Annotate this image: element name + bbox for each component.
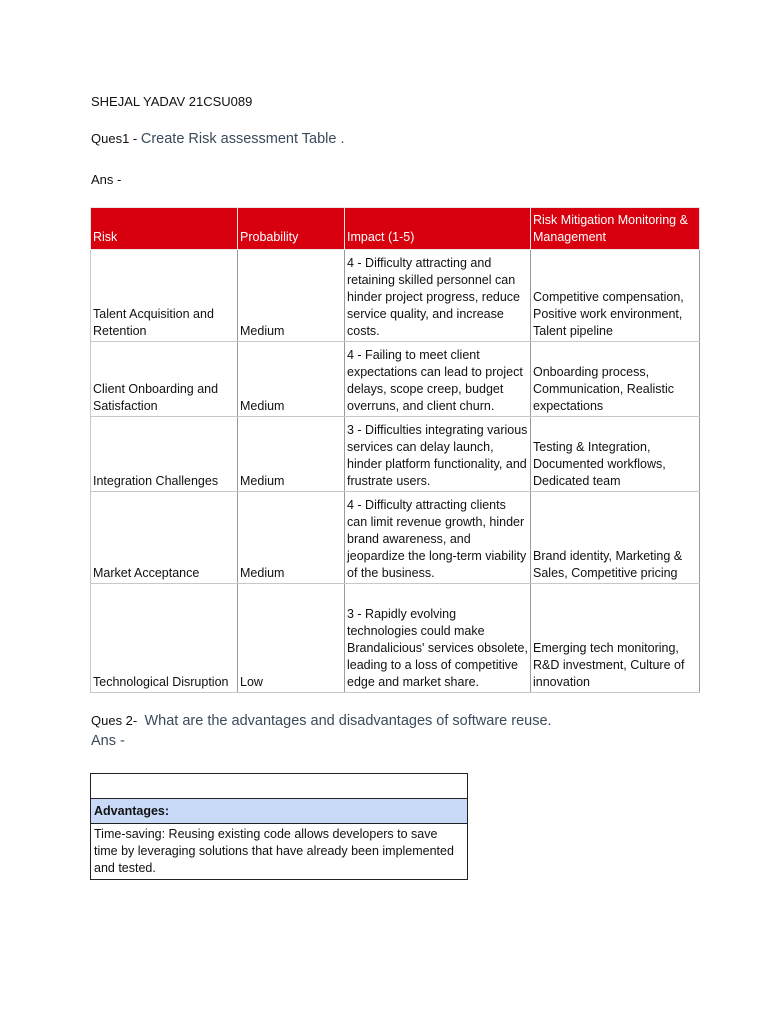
risk-cell: Market Acceptance xyxy=(91,492,238,584)
mitigation-cell: Emerging tech monitoring, R&D investment, Culture of innovation xyxy=(531,584,700,693)
header-impact: Impact (1-5) xyxy=(345,208,531,250)
risk-table-header-row xyxy=(91,208,700,250)
impact-cell: 4 - Difficulty attracting and retaining skilled personnel can hinder project progress, reduce service quality, and increase costs. xyxy=(345,250,531,342)
header-probability: Probability xyxy=(238,208,345,250)
impact-cell: 4 - Difficulty attracting clients can limit revenue growth, hinder brand awareness, and jeopardize the long-term viability of the business. xyxy=(345,492,531,584)
impact-cell: 3 - Rapidly evolving technologies could make Brandalicious' services obsolete, leading to a loss of competitive edge and market share. xyxy=(345,584,531,693)
probability-cell: Low xyxy=(238,584,345,693)
risk-cell: Technological Disruption xyxy=(91,584,238,693)
probability-cell: Medium xyxy=(238,250,345,342)
advantages-table xyxy=(90,773,468,880)
question-2-text: What are the advantages and disadvantages of software reuse. xyxy=(144,713,552,729)
mitigation-cell: Testing & Integration, Documented workflows, Dedicated team xyxy=(531,417,700,492)
impact-cell: 4 - Failing to meet client expectations can lead to project delays, scope creep, budget overruns, and client churn. xyxy=(345,342,531,417)
risk-cell: Talent Acquisition and Retention xyxy=(91,250,238,342)
risk-assessment-table xyxy=(90,207,700,693)
table-row xyxy=(91,824,468,880)
mitigation-cell: Onboarding process, Communication, Realistic expectations xyxy=(531,342,700,417)
probability-cell: Medium xyxy=(238,492,345,584)
question-2-label: Ques 2- xyxy=(91,713,138,728)
advantages-header: Advantages: xyxy=(91,799,468,824)
header-mitigation: Risk Mitigation Monitoring & Management xyxy=(531,208,700,250)
question-1-label: Ques1 - xyxy=(91,131,141,146)
advantages-header-row xyxy=(91,799,468,824)
probability-cell: Medium xyxy=(238,342,345,417)
table-row xyxy=(91,250,700,342)
mitigation-cell: Competitive compensation, Positive work environment, Talent pipeline xyxy=(531,250,700,342)
risk-cell: Client Onboarding and Satisfaction xyxy=(91,342,238,417)
table-row xyxy=(91,584,700,693)
table-row xyxy=(91,417,700,492)
question-1 xyxy=(91,131,344,147)
table-row xyxy=(91,492,700,584)
impact-cell: 3 - Difficulties integrating various services can delay launch, hinder platform functionality, and frustrate users. xyxy=(345,417,531,492)
author-line: SHEJAL YADAV 21CSU089 xyxy=(91,94,253,109)
empty-row xyxy=(91,774,468,799)
answer-2-label: Ans - xyxy=(91,733,125,749)
mitigation-cell: Brand identity, Marketing & Sales, Competitive pricing xyxy=(531,492,700,584)
question-2 xyxy=(91,713,552,729)
advantage-item: Time-saving: Reusing existing code allows developers to save time by leveraging solutions that have already been implemented and tested. xyxy=(91,824,468,880)
probability-cell: Medium xyxy=(238,417,345,492)
risk-cell: Integration Challenges xyxy=(91,417,238,492)
header-risk: Risk xyxy=(91,208,238,250)
answer-1-label: Ans - xyxy=(91,172,122,187)
question-1-text: Create Risk assessment Table . xyxy=(140,131,345,147)
table-row xyxy=(91,342,700,417)
